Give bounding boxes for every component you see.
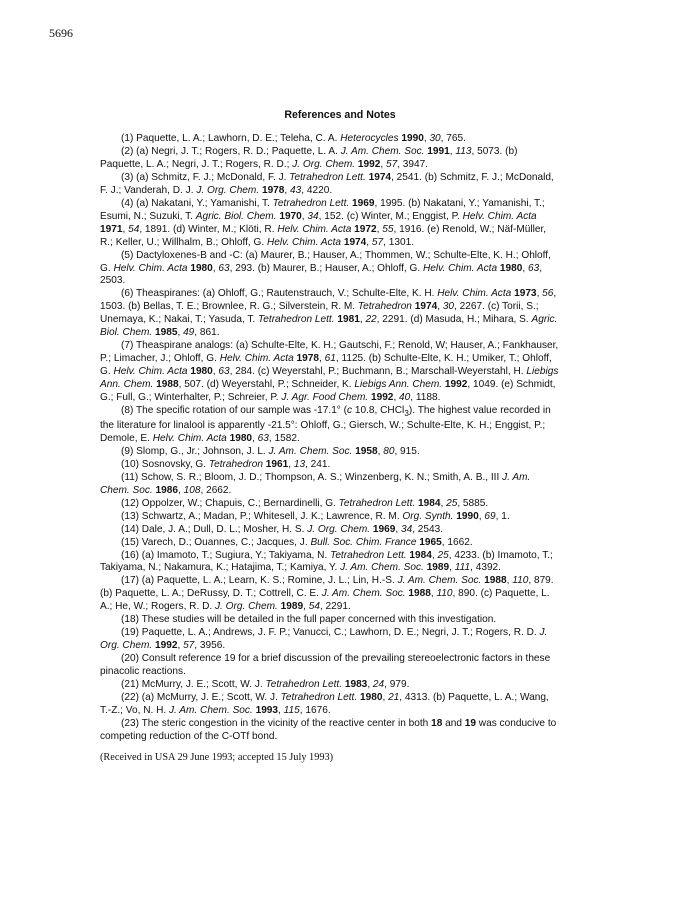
reference-text: , 1676. — [299, 704, 331, 716]
reference-text: , — [212, 262, 219, 274]
reference-text: , 2291. (d) Masuda, H.; Mihara, S. — [376, 314, 532, 326]
reference-text: J. Am. Chem. Soc. — [268, 445, 353, 457]
reference-text: 111 — [454, 562, 471, 574]
reference-text: 108 — [183, 484, 201, 496]
reference-text: , 765. — [440, 133, 466, 144]
reference-text: , — [177, 640, 184, 652]
reference-text: 13 — [293, 458, 306, 470]
reference-text: and — [442, 717, 465, 729]
reference-text: Helv. Chim. Acta — [152, 432, 227, 444]
reference-text: , 1. — [495, 510, 510, 522]
reference-item — [100, 405, 560, 446]
reference-text: J. Am. Chem. Soc. — [100, 471, 531, 496]
reference-text: 1974 — [343, 236, 367, 248]
reference-text: , — [301, 210, 308, 222]
reference-text: 1980 — [190, 366, 213, 378]
reference-text: 3 — [404, 408, 409, 419]
reference-text: (23) The steric congestion in the vicinity of the reactive center in both — [121, 717, 432, 729]
reference-text: , 3956. — [194, 640, 226, 652]
reference-text: 1978 — [296, 353, 320, 365]
reference-text: Liebigs Ann. Chem. — [354, 379, 443, 391]
reference-text: Helv. Chim. Acta — [462, 210, 537, 222]
reference-text: 57 — [183, 640, 195, 652]
reference-text: Tetrahedron Lett. — [330, 549, 407, 561]
reference-text: , — [303, 601, 309, 613]
reference-item — [100, 524, 560, 537]
reference-text: 63 — [527, 262, 540, 274]
reference-text: 57 — [385, 158, 398, 170]
reference-text: Tetrahedron Lett. — [289, 171, 366, 183]
reference-text: Org. Synth. — [402, 510, 454, 522]
reference-text: (14) Dale, J. A.; Dull, D. L.; Mosher, H. S. — [121, 523, 308, 535]
reference-text: 61 — [324, 353, 336, 365]
reference-item — [100, 692, 560, 718]
reference-text: (2) (a) Negri, J. T.; Rogers, R. D.; Paquette, L. A. — [121, 145, 341, 157]
reference-text: (21) McMurry, J. E.; Scott, W. J. — [121, 679, 266, 691]
reference-text: 1984 — [409, 549, 432, 561]
reference-text: 1981 — [337, 314, 360, 326]
reference-text: 1971 — [100, 223, 123, 235]
reference-text: Bull. Soc. Chim. France — [310, 536, 417, 548]
reference-text: , — [431, 549, 438, 561]
reference-text: Helv. Chim. Acta — [266, 236, 342, 248]
reference-text: 1988 — [156, 379, 179, 391]
reference-text: 22 — [365, 314, 377, 326]
reference-text: (1) Paquette, L. A.; Lawhorn, D. E.; Teleha, C. A. — [121, 133, 341, 144]
reference-text: , — [252, 432, 258, 444]
reference-text: , 4392. — [470, 562, 501, 574]
reference-text: 1970 — [279, 210, 302, 222]
references-list — [100, 133, 560, 744]
reference-text: J. Am. Chem. Soc. — [397, 575, 482, 587]
reference-item — [100, 288, 560, 340]
reference-text: , 2503. — [100, 262, 542, 287]
reference-item — [100, 250, 560, 289]
reference-item — [100, 627, 560, 653]
reference-text: 1993 — [255, 704, 279, 716]
reference-text: 18 — [431, 717, 443, 729]
reference-text: 1990 — [401, 133, 424, 144]
reference-item — [100, 537, 560, 550]
reference-text: Helv. Chim. Acta — [277, 223, 352, 235]
reference-text: 57 — [371, 236, 384, 248]
reference-text: , — [430, 588, 437, 600]
reference-text: 55 — [382, 223, 394, 235]
reference-text: Helv. Chim. Acta — [219, 353, 294, 365]
reference-item — [100, 575, 560, 614]
reference-item — [100, 146, 560, 172]
reference-text: (15) Varech, D.; Ouannes, C.; Jacques, J. — [121, 536, 311, 548]
reference-text: , — [440, 497, 447, 509]
reference-text: , 2541. (b) Schmitz, F. J.; McDonald, F. J.; Vanderah, D. J. — [100, 171, 554, 196]
reference-text: 1969 — [372, 523, 396, 535]
reference-text: , — [319, 353, 325, 365]
reference-text: , — [278, 704, 284, 716]
reference-text: , — [284, 184, 291, 196]
reference-text: 80 — [383, 445, 395, 457]
reference-text: , 152. (c) Winter, M.; Enggist, P. — [318, 210, 463, 222]
reference-text: Heterocycles — [340, 133, 399, 144]
reference-text: 21 — [388, 692, 400, 703]
reference-text: J. Am. Chem. Soc. — [321, 588, 406, 600]
reference-text: 63 — [218, 262, 230, 274]
page-number: 5696 — [49, 26, 73, 40]
reference-text: 1992 — [444, 379, 468, 391]
reference-item — [100, 172, 560, 198]
reference-text: 34 — [400, 523, 413, 535]
reference-text: 1992 — [154, 640, 178, 652]
reference-text: 1969 — [352, 197, 375, 209]
reference-text: 25 — [446, 497, 458, 509]
reference-text: , 5885. — [457, 497, 489, 509]
reference-text: , — [536, 288, 543, 300]
reference-text: , 3947. — [397, 158, 429, 170]
reference-text: 1988 — [484, 575, 507, 587]
reference-text: 1965 — [419, 536, 442, 548]
reference-text: 1980 — [499, 262, 523, 274]
reference-text: , — [177, 327, 184, 339]
reference-text: 34 — [307, 210, 319, 222]
reference-text: 56 — [542, 288, 554, 300]
reference-text: , 4233. (b) Imamoto, T.; Takiyama, N.; Nakamura, K.; Hatajima, T.; Kamiya, Y. — [100, 549, 553, 574]
reference-text: Helv. Chim. Acta — [423, 262, 498, 274]
reference-text: 113 — [455, 145, 472, 157]
reference-text: , 1582. — [268, 432, 300, 444]
reference-text: , — [366, 236, 372, 248]
reference-text: 1980 — [359, 692, 383, 703]
reference-text: , 1301. — [383, 236, 415, 248]
reference-item — [100, 614, 560, 627]
reference-text: , 1891. (d) Winter, M.; Klöti, R. — [139, 223, 278, 235]
reference-text: , 2291. — [319, 601, 351, 613]
reference-text: , — [367, 679, 373, 691]
reference-item — [100, 446, 560, 459]
reference-text: 19 — [464, 717, 476, 729]
reference-text: 1958 — [355, 445, 378, 457]
reference-text: (16) (a) Imamoto, T.; Sugiura, Y.; Takiyama, N. — [121, 549, 331, 561]
reference-text: 63 — [218, 366, 230, 378]
reference-text: Tetrahedron — [208, 458, 263, 470]
reference-text: Agric. Biol. Chem. — [100, 314, 558, 339]
reference-text: (20) Consult reference 19 for a brief discussion of the prevailing stereoelectronic factors in these pinacolic reactions. — [100, 653, 551, 678]
reference-text: , 915. — [394, 445, 420, 457]
reference-text: , — [359, 314, 366, 326]
reference-text: (12) Oppolzer, W.; Chapuis, C.; Bernardinelli, G. — [121, 497, 339, 509]
reference-text: Helv. Chim. Acta — [113, 262, 188, 274]
reference-text: 1983 — [344, 679, 368, 691]
reference-item — [100, 550, 560, 576]
reference-item — [100, 511, 560, 524]
reference-text: , — [437, 301, 443, 313]
reference-text: 1990 — [456, 510, 479, 522]
reference-text: , — [478, 510, 485, 522]
reference-text: 1980 — [190, 262, 213, 274]
reference-text: 1974 — [368, 171, 392, 183]
reference-text: (18) These studies will be detailed in the full paper concerned with this investigation. — [121, 614, 497, 626]
reference-item — [100, 653, 560, 679]
reference-text: 30 — [442, 301, 455, 313]
reference-text: (22) (a) McMurry, J. E.; Scott, W. J. — [121, 692, 281, 703]
reference-text: J. Am. Chem. Soc. — [169, 704, 253, 716]
reference-text: 1989 — [280, 601, 304, 613]
reference-text: , 879. (b) Paquette, L. A.; DeRussy, D. T.; Cottrell, C. E. — [100, 575, 554, 600]
received-note: (Received in USA 29 June 1993; accepted 15 July 1993) — [100, 752, 334, 763]
reference-text: J. Am. Chem. Soc. — [340, 145, 425, 157]
reference-text: Helv. Chim. Acta — [437, 288, 512, 300]
reference-text: 1974 — [414, 301, 438, 313]
reference-text: 54 — [308, 601, 320, 613]
reference-item — [100, 679, 560, 692]
reference-text: , 2662. — [200, 484, 232, 496]
reference-text: ). The highest value recorded in the literature for linalool is apparently -21.5°: Ohloff, G.; Giersch, W.; Schulte-Elte, K. H.; Enggist, P.; Demole, E. — [100, 405, 551, 444]
reference-text: 1992 — [370, 392, 394, 404]
reference-text: , — [522, 262, 528, 274]
reference-text: 1989 — [426, 562, 450, 574]
reference-text: 1991 — [427, 145, 450, 157]
reference-text: (11) Schow, S. R.; Bloom, J. D.; Thompson, A. S.; Winzenberg, K. N.; Smith, A. B., III — [121, 471, 503, 483]
reference-text: (19) Paquette, L. A.; Andrews, J. F. P.; Vanucci, C.; Lawhorn, D. E.; Negri, J. T.; Rogers, R. D. — [121, 627, 540, 639]
reference-text: , — [212, 366, 219, 378]
reference-text: , 2267. (c) Torii, S.; Unemaya, K.; Nakai, T.; Yasuda, T. — [100, 301, 539, 326]
reference-text: , — [393, 392, 400, 404]
reference-text: 49 — [183, 327, 195, 339]
reference-text: , — [380, 158, 386, 170]
reference-text: , 1188. — [410, 392, 441, 404]
reference-text: 25 — [437, 549, 449, 561]
reference-text: , 861. — [194, 327, 220, 339]
reference-text: , 4313. (b) Paquette, L. A.; Wang, T.-Z.; Vo, N. H. — [100, 692, 549, 716]
reference-text: , 1662. — [441, 536, 473, 548]
reference-text: Tetrahedron Lett. — [265, 679, 343, 691]
reference-text: 110 — [512, 575, 529, 587]
reference-text: 43 — [290, 184, 302, 196]
reference-text: 1988 — [408, 588, 431, 600]
reference-text: , 2543. — [412, 523, 444, 535]
reference-text: , 1995. (b) Nakatani, Y.; Yamanishi, T.; Esumi, N.; Suzuki, T. — [100, 197, 545, 222]
reference-text: , — [288, 458, 294, 470]
reference-text: , 507. (d) Weyerstahl, P.; Schneider, K. — [178, 379, 355, 391]
reference-text: (13) Schwartz, A.; Madan, P.; Whitesell, J. K.; Lawrence, R. M. — [121, 510, 403, 522]
reference-text: Liebigs Ann. Chem. — [100, 366, 559, 391]
reference-text: , 1049. (e) Schmidt, G.; Full, G.; Winterhalter, P.; Schreier, P. — [100, 379, 556, 404]
reference-item — [100, 498, 560, 511]
reference-text: , — [377, 445, 384, 457]
reference-item — [100, 198, 560, 250]
reference-text: , — [178, 484, 184, 496]
reference-text: 1980 — [229, 432, 253, 444]
reference-item — [100, 459, 560, 472]
reference-text: (3) (a) Schmitz, F. J.; McDonald, F. J. — [121, 171, 290, 183]
reference-text: (8) The specific rotation of our sample was -17.1° ( — [121, 405, 348, 417]
reference-text: 69 — [484, 510, 496, 522]
reference-item — [100, 133, 560, 146]
reference-text: , — [122, 223, 129, 235]
reference-text: , 1503. (b) Bellas, T. E.; Brownlee, R. G.; Silverstein, R. M. — [100, 288, 557, 313]
reference-text: Helv. Chim. Acta — [113, 366, 188, 378]
reference-text: 1992 — [357, 158, 381, 170]
reference-text: , 979. — [384, 679, 410, 691]
reference-text: 1961 — [265, 458, 289, 470]
reference-text: c — [347, 405, 353, 417]
reference-text: J. Org. Chem. — [196, 184, 260, 196]
reference-item — [100, 340, 560, 405]
reference-item — [100, 472, 560, 498]
reference-text: Agric. Biol. Chem. — [195, 210, 277, 222]
reference-text: J. Org. Chem. — [100, 627, 548, 652]
reference-text: 30 — [429, 133, 441, 144]
reference-text: (10) Sosnovsky, G. — [121, 458, 209, 470]
reference-text: , — [395, 523, 401, 535]
reference-text: , — [449, 562, 455, 574]
reference-text: J. Am. Chem. Soc. — [340, 562, 424, 574]
reference-text: , 284. (c) Weyerstahl, P.; Buchmann, B.; Marschall-Weyerstahl, H. — [229, 366, 527, 378]
reference-text: 24 — [372, 679, 385, 691]
reference-text: Tetrahedron Lett. — [338, 497, 416, 509]
reference-text: , — [382, 692, 389, 703]
reference-text: (4) (a) Nakatani, Y.; Yamanishi, T. — [121, 197, 273, 209]
reference-text: 10.8, CHCl — [352, 405, 405, 417]
reference-text: 110 — [436, 588, 453, 600]
reference-text: (9) Slomp, G., Jr.; Johnson, J. L. — [121, 445, 269, 457]
reference-text: J. Org. Chem. — [214, 601, 278, 613]
reference-text: 1973 — [514, 288, 537, 300]
reference-text: was conducive to competing reduction of the C-OTf bond. — [100, 717, 557, 742]
reference-text: Tetrahedron Lett. — [272, 197, 350, 209]
reference-text: (17) (a) Paquette, L. A.; Learn, K. S.; Romine, J. L.; Lin, H.-S. — [121, 575, 398, 587]
reference-text: Tetrahedron — [357, 301, 412, 313]
reference-text: 54 — [128, 223, 140, 235]
section-title: References and Notes — [284, 109, 396, 121]
reference-text: 1978 — [261, 184, 285, 196]
reference-item — [100, 718, 560, 744]
reference-text: 1972 — [354, 223, 377, 235]
reference-text: , 890. (c) Paquette, L. A.; He, W.; Rogers, R. D. — [100, 588, 550, 613]
reference-text: 63 — [257, 432, 269, 444]
reference-text: , — [449, 145, 456, 157]
reference-text: , 293. (b) Maurer, B.; Hauser, A.; Ohloff, G. — [229, 262, 424, 274]
reference-text: 115 — [283, 704, 300, 716]
reference-text: (6) Theaspiranes: (a) Ohloff, G.; Rautenstrauch, V.; Schulte-Elte, K. H. — [121, 288, 438, 300]
reference-text: 40 — [399, 392, 411, 404]
reference-text: 1986 — [155, 484, 179, 496]
reference-text: , — [506, 575, 513, 587]
reference-text: Tetrahedron Lett. — [258, 314, 335, 326]
reference-text: , 241. — [305, 458, 331, 470]
reference-text: J. Org. Chem. — [292, 158, 356, 170]
reference-text: J. Agr. Food Chem. — [281, 392, 369, 404]
reference-text: (5) Dactyloxenes-B and -C: (a) Maurer, B.; Hauser, A.; Thommen, W.; Schulte-Elte, K. H.; Ohloff, G. — [100, 249, 551, 274]
reference-text: , 1916. (e) Renold, W.; Näf-Müller, R.; Keller, U.; Willhalm, B.; Ohloff, G. — [100, 223, 547, 248]
reference-text: , 4220. — [301, 184, 333, 196]
reference-text: , — [423, 133, 430, 144]
reference-text: (7) Theaspirane analogs: (a) Schulte-Elte, K. H.; Gautschi, F.; Renold, W; Hauser, A.; Fankhauser, P.; Limacher, J.; Ohloff, G. — [100, 340, 559, 365]
reference-text: 1984 — [418, 497, 441, 509]
reference-text: , 1125. (b) Schulte-Elte, K. H.; Umiker, T.; Ohloff, G. — [100, 353, 552, 378]
reference-text: Tetrahedron Lett. — [280, 692, 358, 703]
reference-text: , 5073. (b) Paquette, L. A.; Negri, J. T.; Rogers, R. D.; — [100, 145, 518, 170]
reference-text: , — [376, 223, 383, 235]
reference-text: 1985 — [154, 327, 178, 339]
reference-text: J. Org. Chem. — [307, 523, 371, 535]
